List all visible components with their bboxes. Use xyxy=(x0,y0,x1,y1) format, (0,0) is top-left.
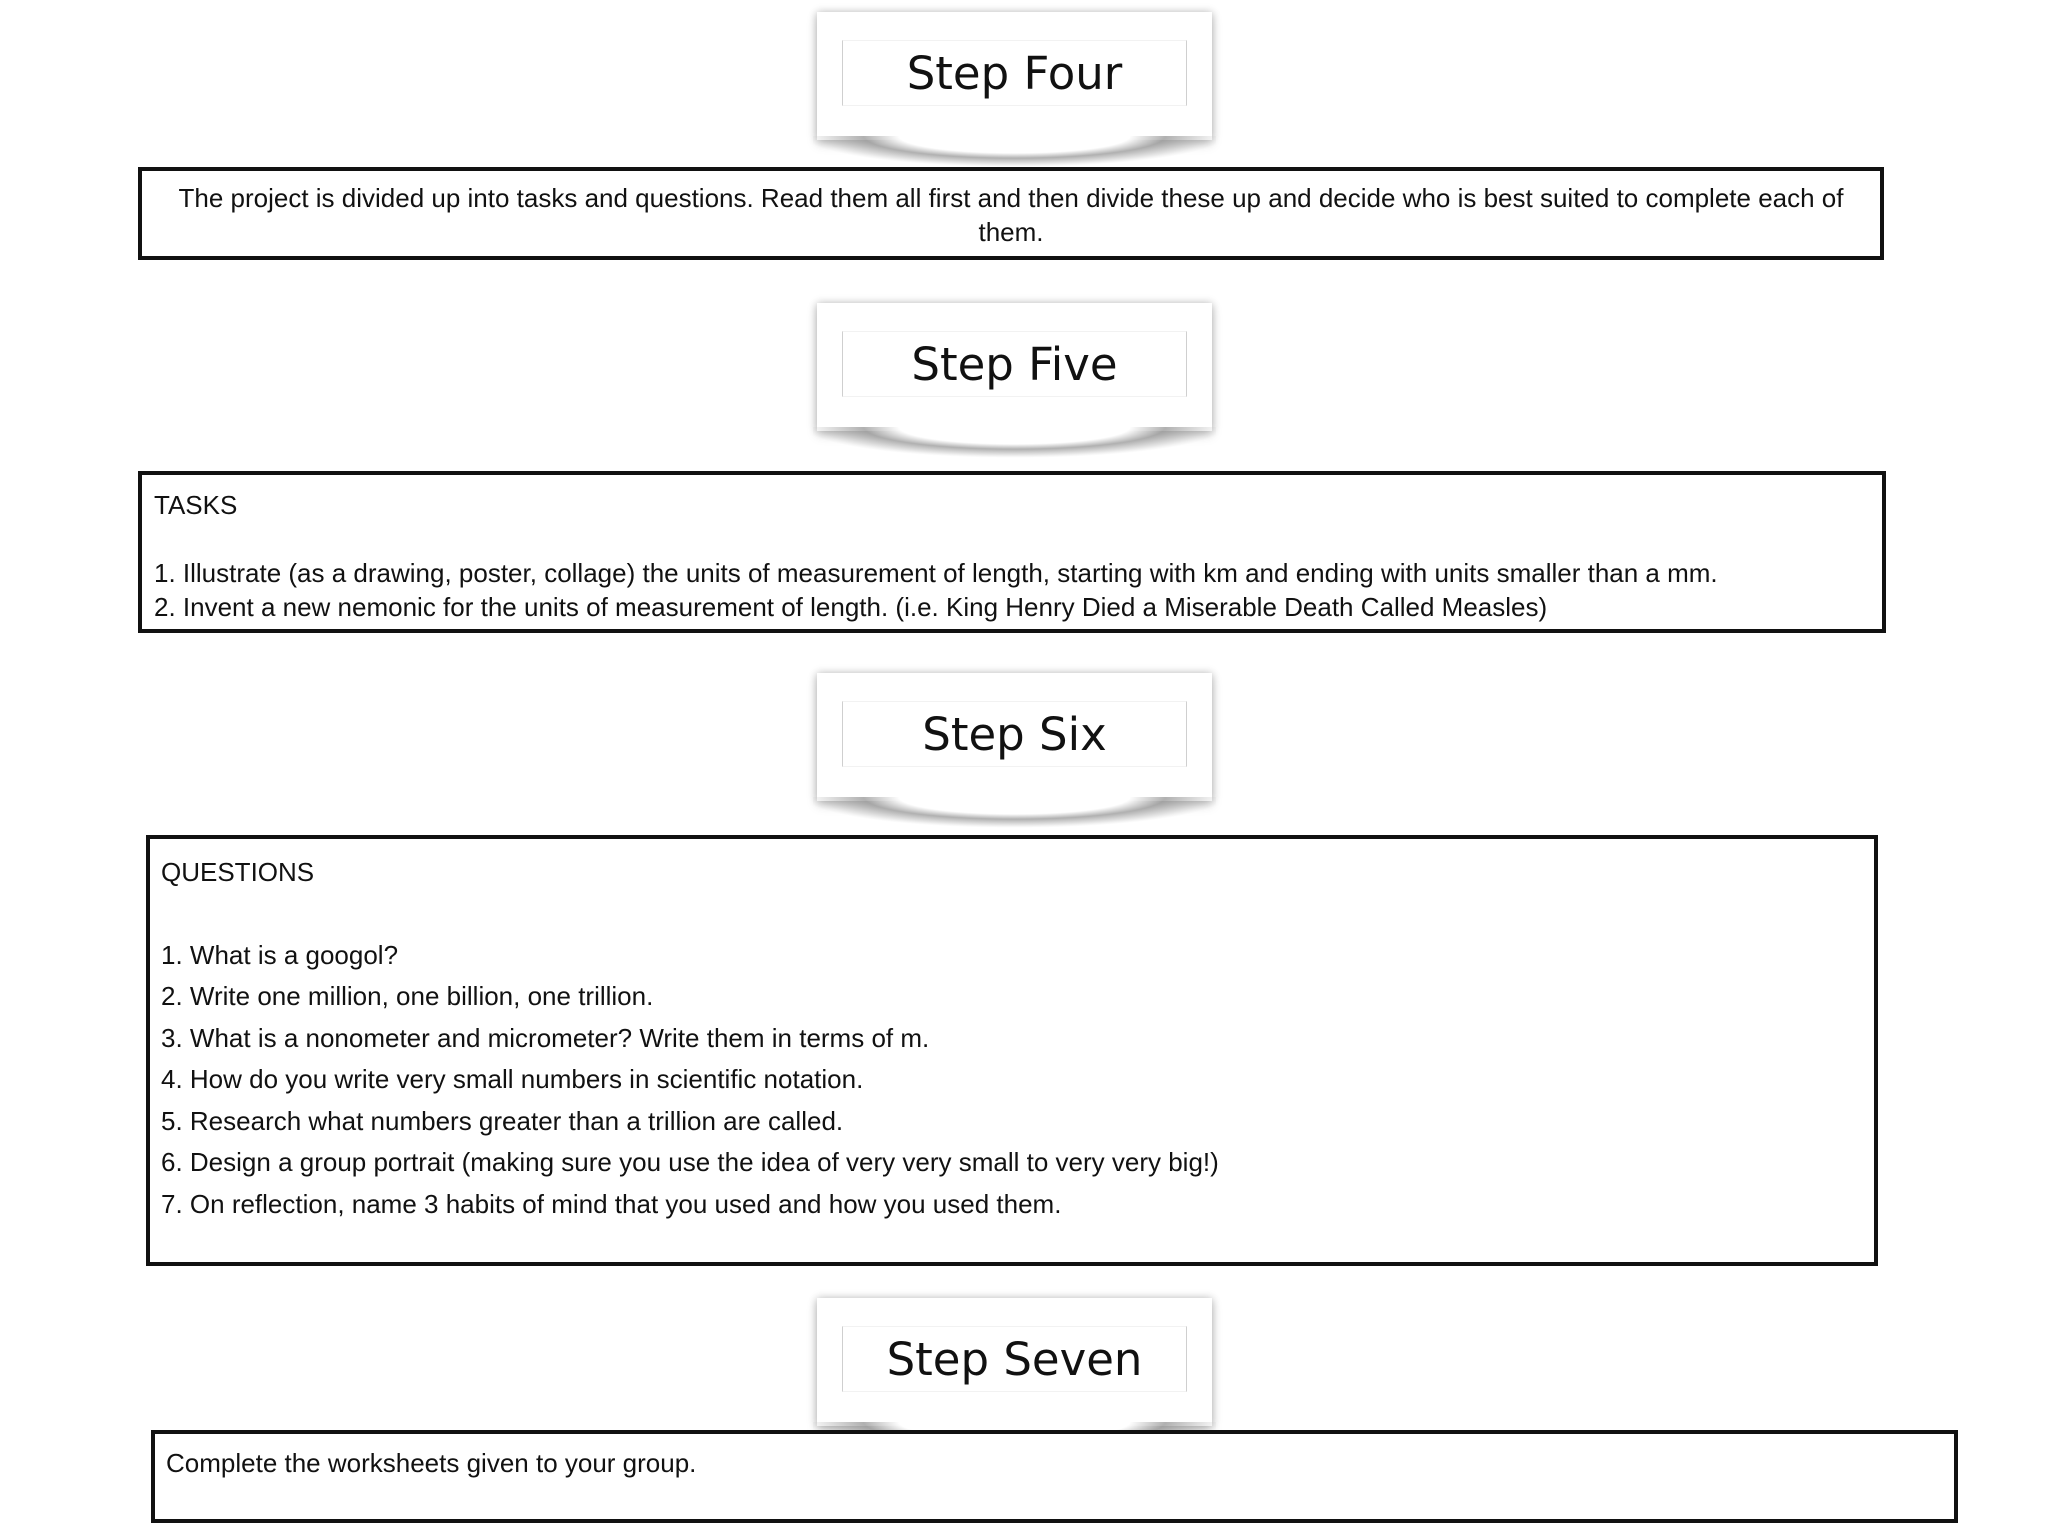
step-six-title: Step Six xyxy=(922,707,1107,761)
step-four-title-frame xyxy=(842,40,1187,106)
step-seven-text: Complete the worksheets given to your group. xyxy=(166,1448,697,1478)
question-item-2: 2. Write one million, one billion, one trillion. xyxy=(161,981,654,1011)
question-item-7: 7. On reflection, name 3 habits of mind that you used and how you used them. xyxy=(161,1188,1062,1219)
step-five-header xyxy=(817,303,1212,431)
step-seven-header xyxy=(817,1298,1212,1426)
question-item-3: 3. What is a nonometer and micrometer? Write them in terms of m. xyxy=(161,1022,930,1053)
tasks-heading: TASKS xyxy=(154,490,238,520)
step-five-title: Step Five xyxy=(911,337,1118,391)
step-five-title-frame xyxy=(842,331,1187,397)
task-item-2: 2. Invent a new nemonic for the units of measurement of length. (i.e. King Henry Died a Miserable Death Called Measles) xyxy=(154,592,1548,622)
step-six-title-frame xyxy=(842,701,1187,767)
question-item-5: 5. Research what numbers greater than a trillion are called. xyxy=(161,1105,844,1136)
step-four-box xyxy=(138,167,1884,260)
step-five-header-shadow xyxy=(813,427,1216,471)
step-seven-title-frame xyxy=(842,1326,1187,1392)
question-item-4: 4. How do you write very small numbers in scientific notation. xyxy=(161,1064,864,1094)
step-five-box xyxy=(138,471,1886,633)
question-item-1: 1. What is a googol? xyxy=(161,939,399,970)
step-seven-title: Step Seven xyxy=(886,1332,1143,1386)
questions-heading: QUESTIONS xyxy=(161,857,315,887)
step-four-header xyxy=(817,12,1212,140)
step-four-text: The project is divided up into tasks and questions. Read them all first and then divide these up and decide who is best suited to complete each of them. xyxy=(178,183,1844,247)
step-seven-box xyxy=(151,1430,1958,1523)
task-item-1: 1. Illustrate (as a drawing, poster, collage) the units of measurement of length, starting with km and ending with units smaller than a mm. xyxy=(154,558,1718,588)
question-item-6: 6. Design a group portrait (making sure you use the idea of very very small to very very big!) xyxy=(161,1147,1219,1177)
step-six-box xyxy=(146,835,1878,1266)
step-four-title: Step Four xyxy=(906,46,1123,100)
step-six-header xyxy=(817,673,1212,801)
